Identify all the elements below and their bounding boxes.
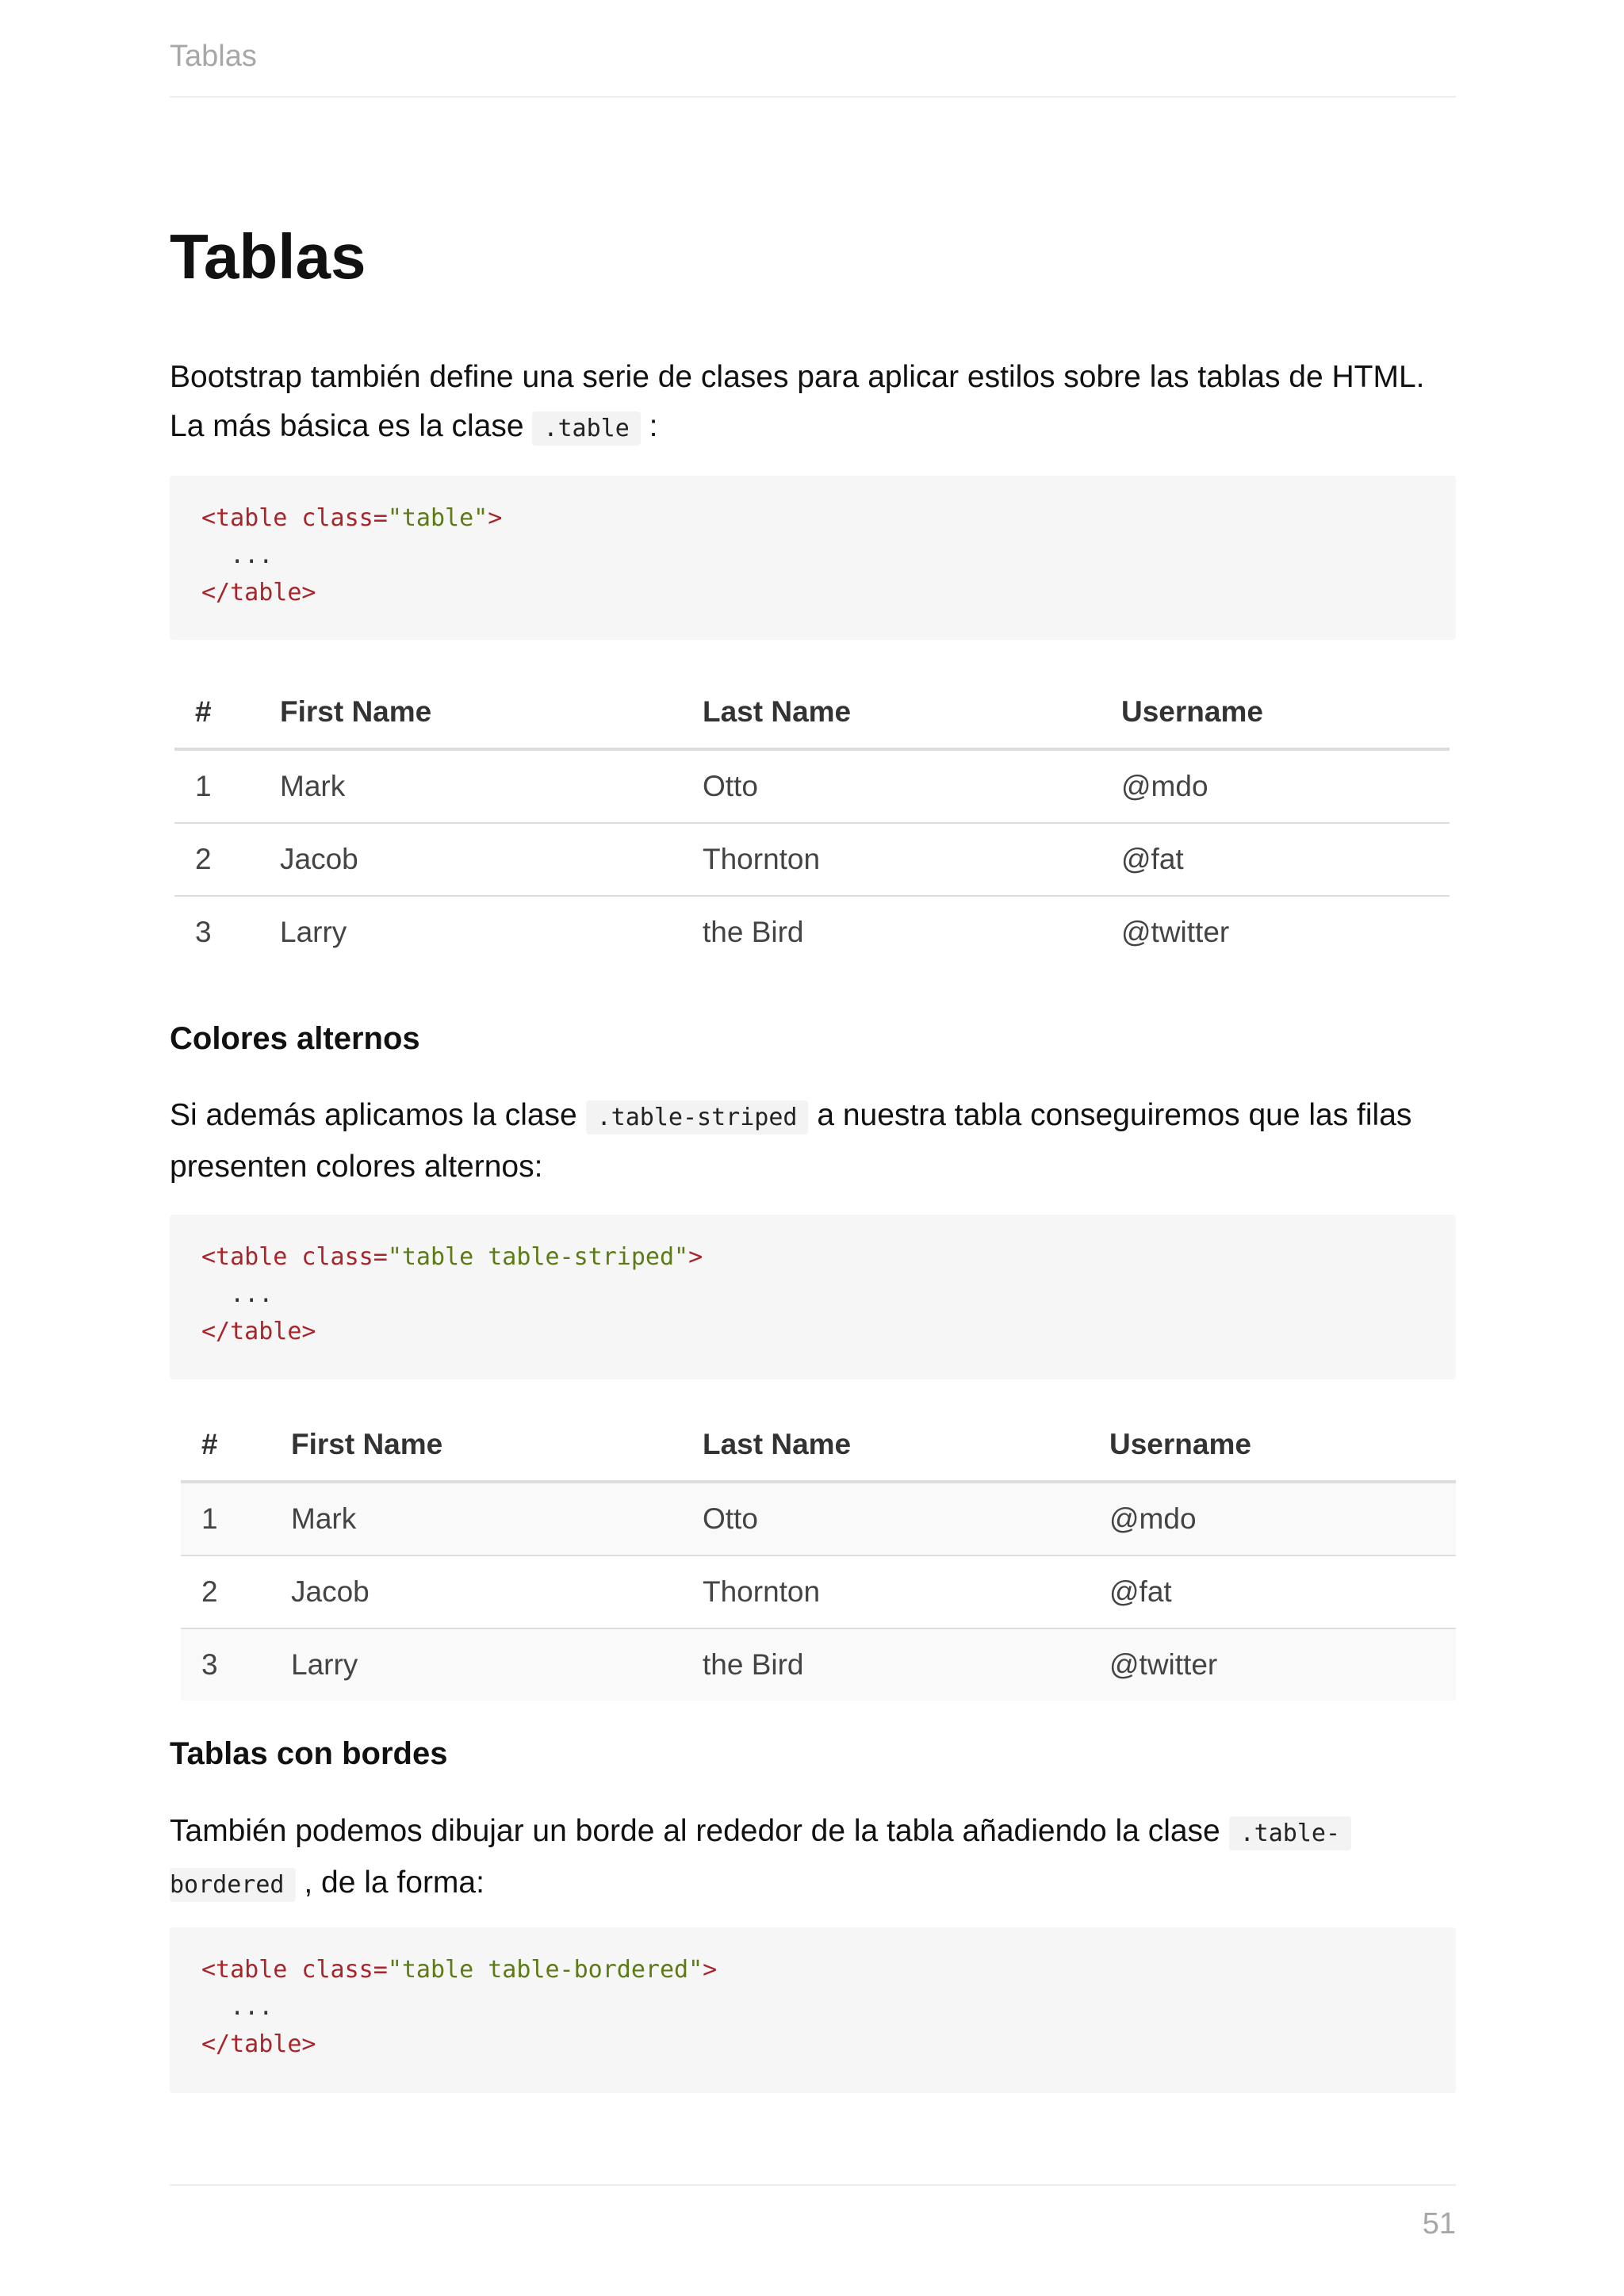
- header-first-name: First Name: [291, 1409, 703, 1482]
- table-header-row: [174, 676, 1450, 749]
- code-block-table-striped: [170, 1215, 1456, 1380]
- cell-username: @fat: [1121, 823, 1450, 896]
- table-row: [181, 1628, 1456, 1701]
- running-header: Tablas: [170, 40, 257, 73]
- cell-first-name: Jacob: [291, 1556, 703, 1628]
- header-username: Username: [1109, 1409, 1456, 1482]
- inline-code-table-striped: .table-striped: [586, 1100, 809, 1135]
- table-row: [174, 823, 1450, 896]
- table-row: [174, 749, 1450, 823]
- table-header-row: [181, 1409, 1456, 1482]
- cell-username: @mdo: [1109, 1482, 1456, 1556]
- cell-last-name: the Bird: [703, 1628, 1109, 1701]
- cell-first-name: Larry: [291, 1628, 703, 1701]
- intro-paragraph: [170, 353, 1456, 453]
- code-ellipsis: ...: [201, 1993, 274, 2021]
- striped-paragraph: [170, 1091, 1456, 1192]
- cell-username: @fat: [1109, 1556, 1456, 1628]
- cell-username: @twitter: [1109, 1628, 1456, 1701]
- inline-code-table-bordered-part1: .table-: [1229, 1816, 1351, 1850]
- bordered-text-before: También podemos dibujar un borde al rededor de la tabla añadiendo la clase: [170, 1814, 1220, 1848]
- header-username: Username: [1121, 676, 1450, 749]
- code-close-tag: </table>: [201, 579, 316, 607]
- bordered-paragraph: [170, 1807, 1456, 1910]
- cell-number: 2: [181, 1556, 291, 1628]
- striped-text-after: a nuestra tabla conseguiremos que las filas: [817, 1098, 1412, 1132]
- cell-first-name: Mark: [280, 770, 346, 802]
- page-title: Tablas: [170, 221, 366, 292]
- basic-table: [174, 676, 1450, 968]
- cell-last-name: Thornton: [703, 1556, 1109, 1628]
- code-attr-value: "table table-striped": [387, 1243, 689, 1271]
- striped-table: [181, 1409, 1456, 1701]
- cell-first-name: Jacob: [280, 823, 703, 896]
- header-number: #: [174, 676, 280, 749]
- striped-line-2: presenten colores alternos:: [170, 1150, 543, 1184]
- code-ellipsis: ...: [201, 1280, 274, 1308]
- cell-number: 1: [181, 1482, 291, 1556]
- cell-number: 2: [174, 823, 280, 896]
- code-block-table: [170, 476, 1456, 640]
- section-heading-bordered: Tablas con bordes: [170, 1736, 448, 1771]
- header-first-name: First Name: [280, 676, 703, 749]
- intro-line-2-text: La más básica es la clase: [170, 409, 524, 443]
- cell-last-name: Thornton: [703, 823, 1121, 896]
- code-open-tag: <table class=: [201, 1956, 388, 1984]
- code-attr-value: "table": [387, 504, 488, 532]
- inline-code-table-bordered-part2: bordered: [170, 1868, 296, 1902]
- code-open-tag-end: >: [688, 1243, 703, 1271]
- code-ellipsis: ...: [201, 541, 274, 569]
- code-open-tag: <table class=: [201, 1243, 388, 1271]
- footer-divider: [170, 2184, 1456, 2186]
- code-open-tag: <table class=: [201, 504, 388, 532]
- table-row: [174, 896, 1450, 968]
- page-number: 51: [1422, 2207, 1456, 2241]
- cell-last-name: Otto: [703, 1482, 1109, 1556]
- header-last-name: Last Name: [703, 676, 1121, 749]
- code-block-table-bordered: [170, 1927, 1456, 2093]
- code-close-tag: </table>: [201, 1318, 316, 1345]
- table-row: [181, 1556, 1456, 1628]
- cell-number: 3: [181, 1628, 291, 1701]
- intro-line-2-colon: :: [649, 409, 658, 443]
- striped-text-before: Si además aplicamos la clase: [170, 1098, 577, 1132]
- header-number: #: [181, 1409, 291, 1482]
- cell-last-name: Otto: [703, 770, 758, 802]
- cell-number: 1: [195, 770, 212, 802]
- intro-line-1: Bootstrap también define una serie de clases para aplicar estilos sobre las tablas de HTML.: [170, 360, 1425, 394]
- section-heading-striped: Colores alternos: [170, 1021, 420, 1056]
- cell-username: @mdo: [1121, 770, 1208, 802]
- code-open-tag-end: >: [488, 504, 503, 532]
- header-last-name: Last Name: [703, 1409, 1109, 1482]
- table-row: [181, 1482, 1456, 1556]
- header-divider: [170, 96, 1456, 98]
- cell-first-name: Larry: [280, 896, 703, 968]
- code-attr-value: "table table-bordered": [387, 1956, 703, 1984]
- code-close-tag: </table>: [201, 2030, 316, 2058]
- bordered-text-after: , de la forma:: [304, 1866, 485, 1900]
- inline-code-table: .table: [532, 411, 640, 446]
- cell-number: 3: [174, 896, 280, 968]
- cell-first-name: Mark: [291, 1482, 703, 1556]
- cell-last-name: the Bird: [703, 896, 1121, 968]
- cell-username: @twitter: [1121, 896, 1450, 968]
- code-open-tag-end: >: [703, 1956, 718, 1984]
